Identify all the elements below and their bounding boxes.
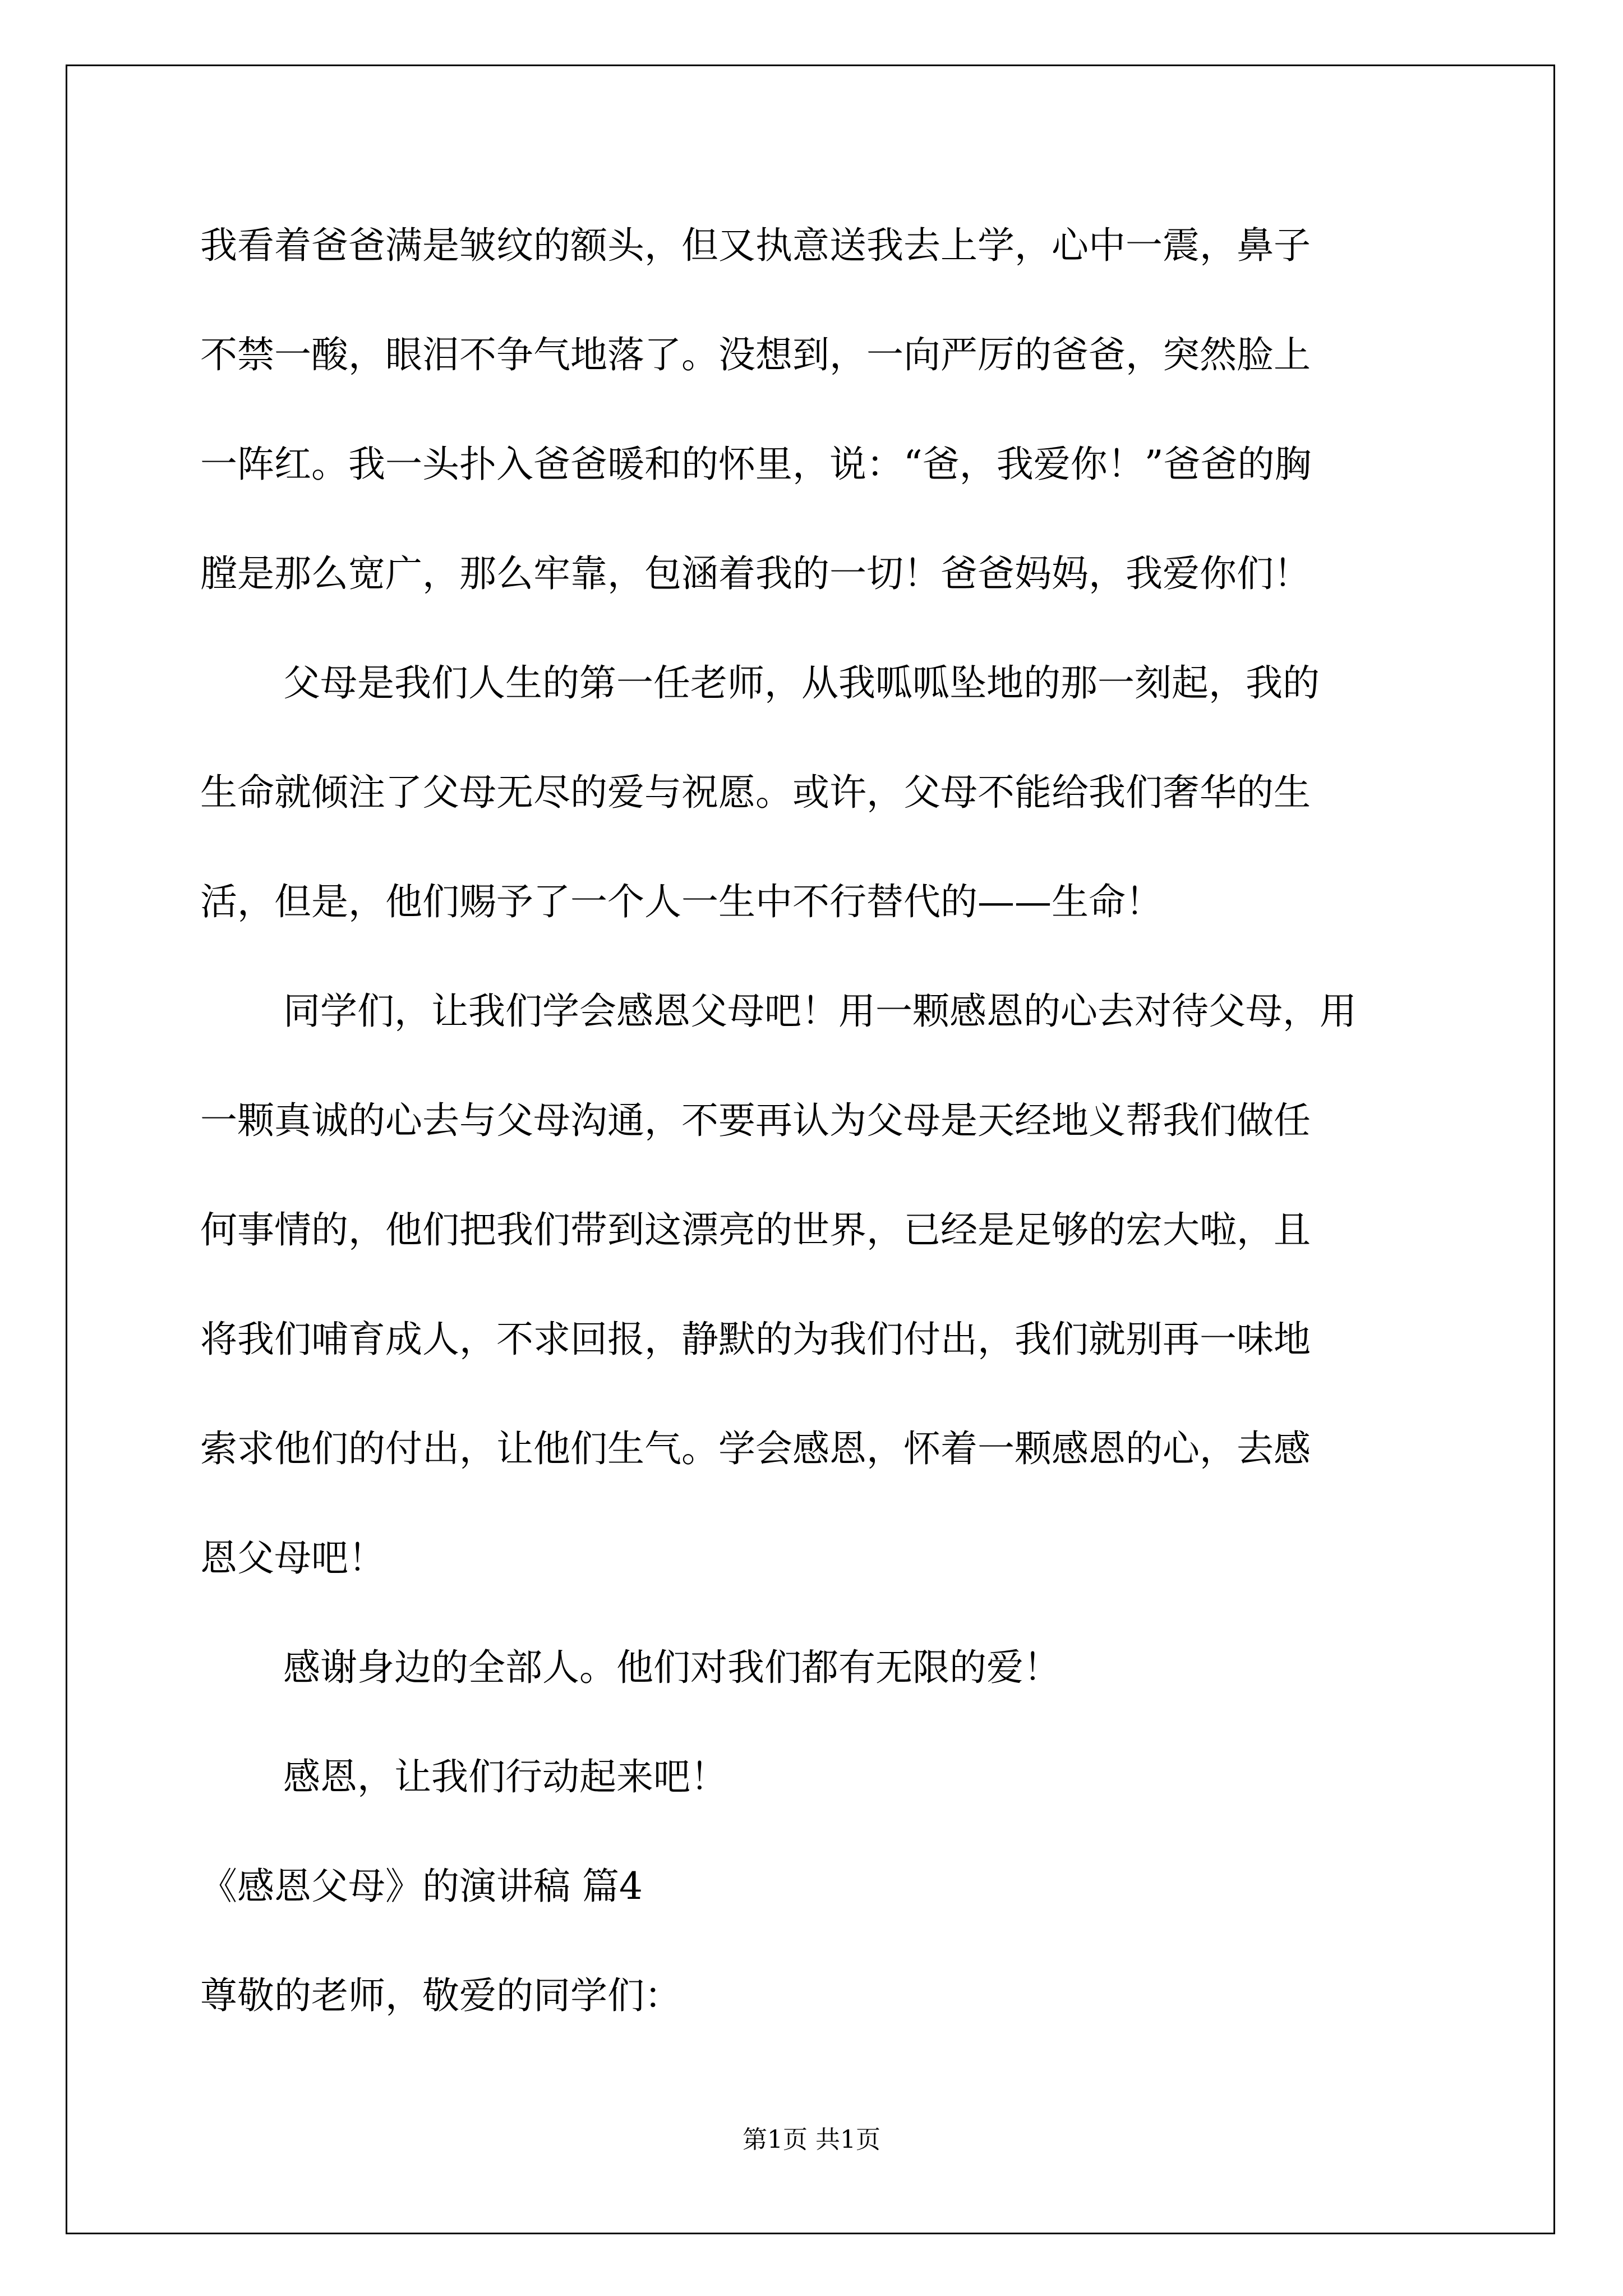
paragraph-action	[200, 1722, 1434, 1832]
paragraph-thanks	[200, 1613, 1434, 1722]
text-line: 将我们哺育成人，不求回报，静默的为我们付出，我们就别再一味地	[200, 1318, 1311, 1361]
text-line: 活，但是，他们赐予了一个人一生中不行替代的——生命！	[200, 880, 1163, 923]
text-line: 父母是我们人生的第一任老师，从我呱呱坠地的那一刻起，我的	[283, 661, 1320, 705]
salutation: 尊敬的老师，敬爱的同学们：	[200, 1974, 681, 2017]
paragraph-first-teacher	[200, 628, 1434, 956]
text-line: 感恩，让我们行动起来吧！	[283, 1755, 727, 1798]
text-line: 我看着爸爸满是皱纹的额头，但又执意送我去上学，心中一震，鼻子	[200, 224, 1311, 267]
text-line: 同学们，让我们学会感恩父母吧！用一颗感恩的心去对待父母，用	[283, 990, 1357, 1033]
page-footer: 第1页 共1页	[743, 2125, 880, 2154]
section-heading: 《感恩父母》的演讲稿 篇4	[200, 1865, 643, 1908]
document-body	[200, 191, 1434, 2050]
paragraph-father	[200, 191, 1434, 628]
text-line: 索求他们的付出，让他们生气。学会感恩，怀着一颗感恩的心，去感	[200, 1427, 1311, 1470]
text-line: 感谢身边的全部人。他们对我们都有无限的爱！	[283, 1646, 1061, 1689]
text-line: 不禁一酸，眼泪不争气地落了。没想到，一向严厉的爸爸，突然脸上	[200, 333, 1311, 376]
text-line: 一阵红。我一头扑入爸爸暖和的怀里，说：“爸，我爱你！”爸爸的胸	[200, 443, 1312, 486]
text-line: 恩父母吧！	[200, 1536, 385, 1580]
paragraph-classmates	[200, 956, 1434, 1613]
text-line: 膛是那么宽广，那么牢靠，包涵着我的一切！爸爸妈妈，我爱你们！	[200, 552, 1311, 595]
text-line: 生命就倾注了父母无尽的爱与祝愿。或许，父母不能给我们奢华的生	[200, 771, 1311, 814]
text-line: 何事情的，他们把我们带到这漂亮的世界，已经是足够的宏大啦，且	[200, 1208, 1311, 1251]
text-line: 一颗真诚的心去与父母沟通，不要再认为父母是天经地义帮我们做任	[200, 1099, 1311, 1142]
